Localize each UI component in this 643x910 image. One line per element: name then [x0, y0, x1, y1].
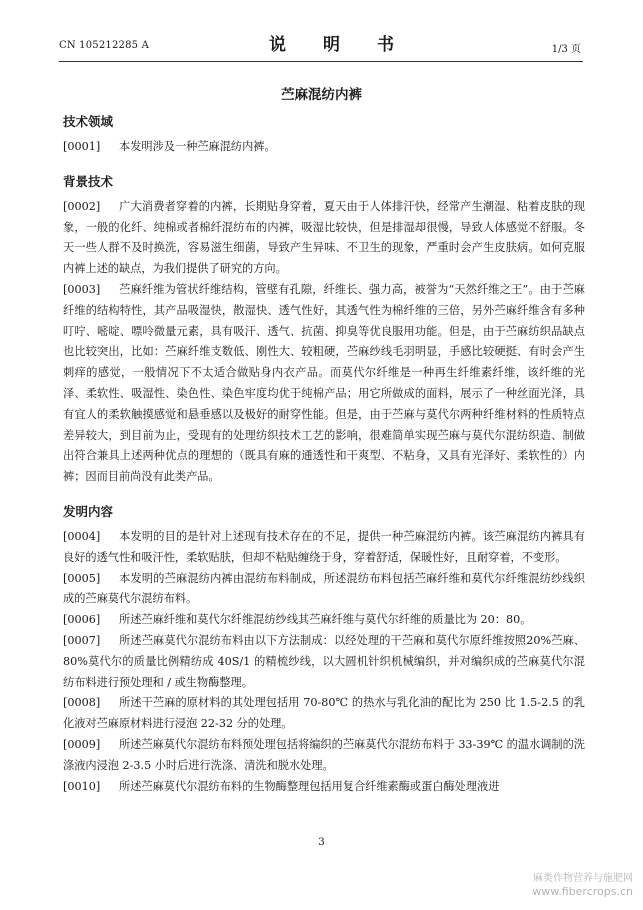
paragraph: [63, 777, 585, 798]
paragraph-text: 本发明的苎麻混纺内裤由混纺布料制成，所述混纺布料包括苎麻纤维和莫代尔纤维混纺纱线织成的苎麻莫代尔混纺布料。: [63, 571, 585, 606]
watermark-site-name: 麻类作物营养与施肥网: [533, 873, 633, 884]
paragraph-number: [0002]: [63, 199, 101, 213]
paragraph: [63, 197, 585, 280]
section-heading-invention: 发明内容: [63, 503, 114, 519]
paragraph: [63, 797, 585, 818]
paragraph-text: 广大消费者穿着的内裤，长期贴身穿着，夏天由于人体排汗快，经常产生潮湿、粘着皮肤的现象，一般的化纤、纯棉或者棉纤混纺布的内裤，吸湿比较快，但是排湿却很慢，导致人体感觉不舒服。冬天一些人群不及时换洗，容易滋生细菌，导致产生异味、不卫生的现象，严重时会产生皮肤病。如何克服内裤上述的缺点，为我们提供了研究的方向。: [63, 199, 585, 276]
paragraph-number: [0009]: [63, 737, 101, 751]
watermark-url: www.fibercrops.cn: [532, 885, 633, 898]
page-count: 1/3 页: [551, 44, 581, 55]
paragraph-text: 所述苎麻莫代尔混纺布料的生物酶整理包括用复合纤维素酶或蛋白酶处理液进: [119, 779, 500, 793]
document-id: CN 105212285 A: [59, 40, 150, 51]
page-header: [59, 22, 583, 60]
document-title: 苎麻混纺内裤: [281, 87, 362, 103]
paragraph: [63, 610, 585, 631]
paragraph: [63, 137, 585, 158]
document-body: [63, 112, 585, 818]
paragraph-text: 所述苎麻纤维和莫代尔纤维混纺纱线其苎麻纤维与莫代尔纤维的质量比为 20：80。: [119, 613, 532, 627]
paragraph-number: [0005]: [63, 571, 101, 585]
document-type: 说 明 书: [269, 35, 404, 55]
section-heading-tech-field: 技术领域: [63, 114, 114, 129]
paragraph: [63, 693, 585, 735]
paragraph-text: 苎麻纤维为管状纤维结构，管壁有孔隙，纤维长、强力高，被誉为“天然纤维之王”。由于苎麻纤维的结构特性，其产品吸湿快，散湿快、透气性好，其透气性为棉纤维的三倍，另外苎麻纤维含有多种叮咛、嘧啶、嘌呤微量元素，具有吸汗、透气、抗菌、抑臭等优良服用功能。但是，由于苎麻纺织品缺点也比较突出，比如：苎麻纤维支数低、刚性大、较粗硬，苎麻纱线毛羽明显，手感比较硬挺、有时会产生刺痒的感觉，一般情况下不太适合做贴身内衣产品。而莫代尔纤维是一种再生纤维素纤维，该纤维的光泽、柔软性、吸湿性、染色性、染色牢度均优于纯棉产品；用它所做成的面料，展示了一种丝面光泽，具有宜人的柔软触摸感觉和悬垂感以及极好的耐穿性能。但是，由于苎麻与莫代尔两种纤维材料的性质特点差异较大，到目前为止，受现有的处理纺织技术工艺的影响，很难简单实现苎麻与莫代尔混纺织造、制做出符合兼具上述两种优点的理想的（既具有麻的通透性和干爽型、不粘身，又具有光泽好、柔软性的）内裤；因而目前尚没有此类产品。: [63, 282, 585, 484]
site-watermark: [527, 872, 633, 898]
paragraph-text: 所述苎麻莫代尔混纺布料由以下方法制成：以经处理的干苎麻和莫代尔原纤维按照20%苎麻、80%莫代尔的质量比例精纺成 40S/1 的精梳纱线，以大圆机针织机械编织，并对编织成的苎麻莫代尔混纺布料进行预处理和 / 或生物酶整理。: [63, 633, 585, 689]
paragraph-number: [0008]: [63, 696, 101, 710]
paragraph-text: 本发明的目的是针对上述现有技术存在的不足，提供一种苎麻混纺内裤。该苎麻混纺内裤具有良好的透气性和吸汗性，柔软贴肤，但却不粘贴缠绕于身，穿着舒适，保暖性好，且耐穿着，不变形。: [63, 529, 585, 564]
paragraph: [63, 280, 585, 488]
section-heading-background: 背景技术: [63, 173, 114, 189]
paragraph-number: [0001]: [63, 140, 101, 153]
paragraph: [63, 735, 585, 777]
page-number: 3: [318, 836, 325, 848]
paragraph: [63, 527, 585, 569]
paragraph: [63, 631, 585, 693]
paragraph-number: [0007]: [63, 633, 101, 647]
header-divider: [59, 61, 583, 62]
paragraph-text: 所述苎麻莫代尔混纺布料预处理包括将编织的苎麻莫代尔混纺布料于 33-39℃ 的温水调制的洗涤液内浸泡 2-3.5 小时后进行洗涤、清洗和脱水处理。: [63, 737, 585, 772]
paragraph-number: [0003]: [63, 282, 101, 296]
paragraph-number: [0004]: [63, 529, 101, 543]
paragraph-number: [0006]: [63, 613, 101, 627]
paragraph-text: 所述干苎麻的原材料的其处理包括用 70-80℃ 的热水与乳化油的配比为 250 比 1.5-2.5 的乳化液对苎麻原材料进行浸泡 22-32 分的处理。: [63, 696, 585, 731]
paragraph-text: 本发明涉及一种苎麻混纺内裤。: [119, 140, 276, 153]
paragraph-number: [0010]: [63, 779, 101, 793]
paragraph: [63, 569, 585, 611]
